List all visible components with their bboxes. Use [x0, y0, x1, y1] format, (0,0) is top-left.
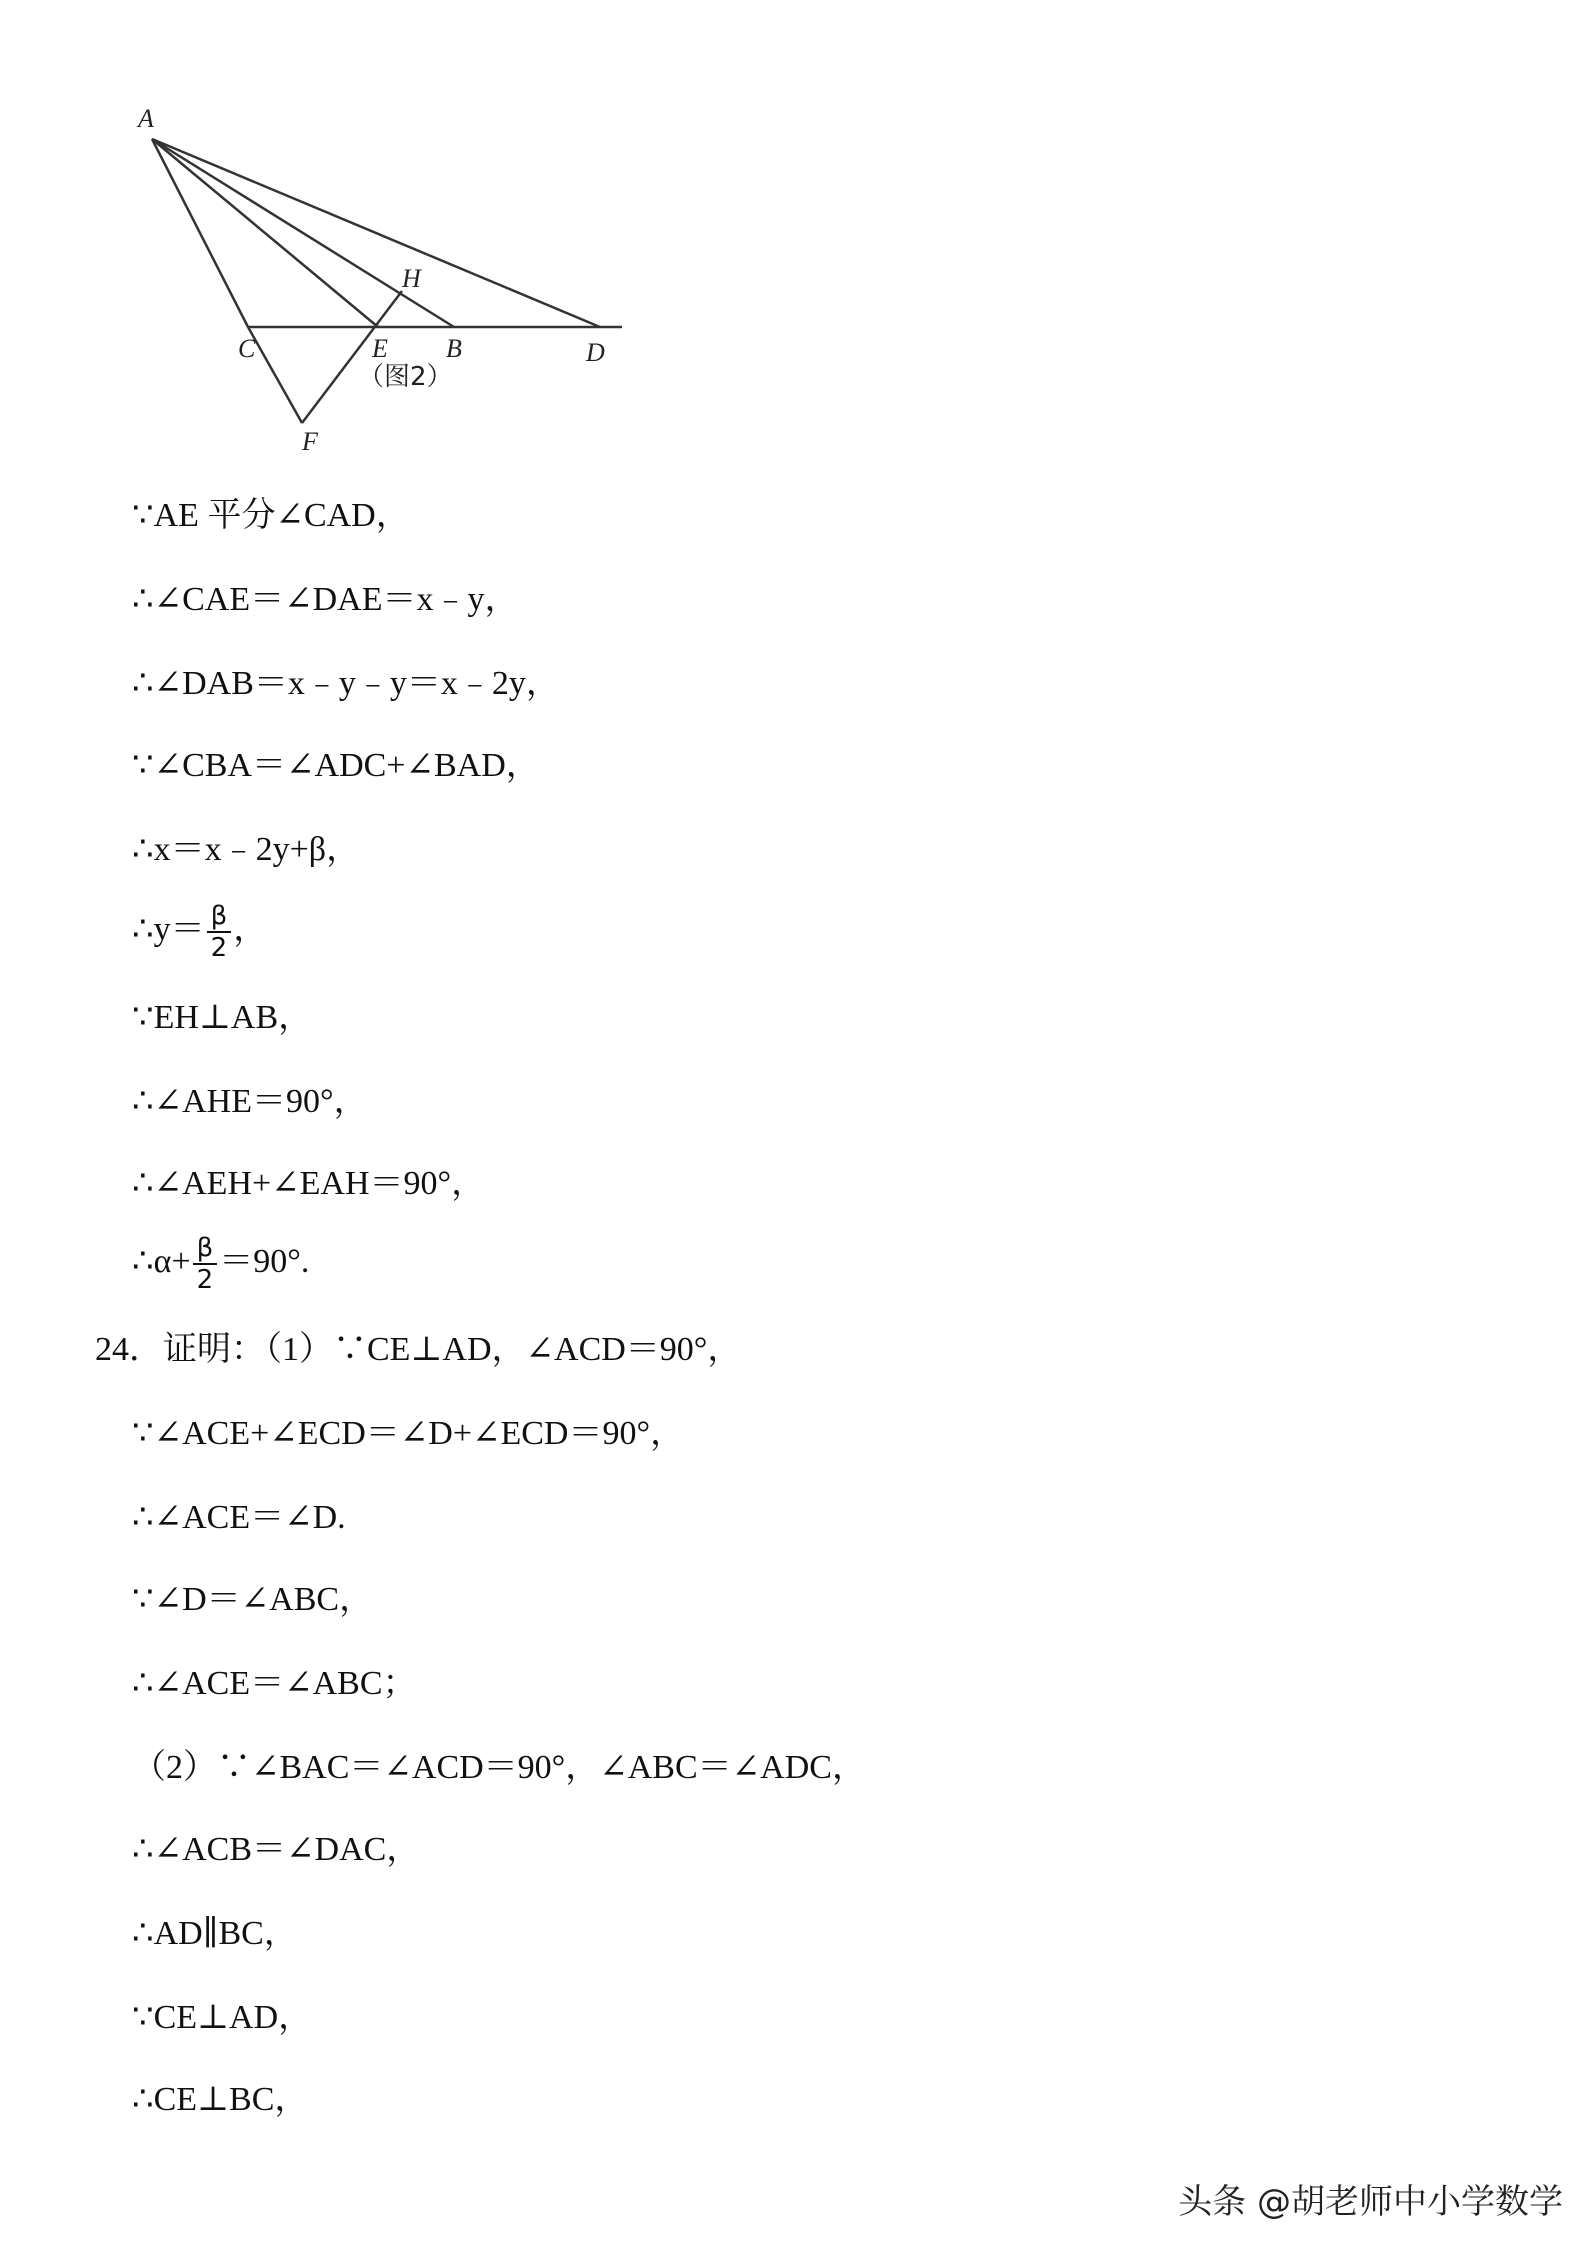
segment-ac [152, 139, 248, 327]
proof-line: ∴CE⊥BC， [132, 2081, 309, 2118]
segment-ae [152, 139, 378, 327]
question-24-header: 24．证明：（1）∵CE⊥AD，∠ACD＝90°， [95, 1331, 742, 1368]
segment-ab [152, 139, 454, 327]
proof-line: ∴AD∥BC， [132, 1915, 298, 1952]
fraction [193, 1233, 218, 1296]
watermark: 头条 @胡老师中小学数学 [1178, 2182, 1563, 2222]
proof-line-fraction [132, 1232, 310, 1296]
proof-line: ∵CE⊥AD， [132, 1999, 313, 2036]
label-c: C [238, 334, 256, 363]
label-d: D [586, 338, 605, 367]
fraction-suffix: ， [233, 911, 268, 948]
segment-cf [248, 327, 302, 423]
fraction-suffix: ＝90°. [219, 1243, 310, 1280]
proof-line: ∵AE 平分∠CAD， [132, 497, 410, 534]
fraction-denominator: 2 [196, 1265, 214, 1296]
geometry-figure [130, 105, 650, 465]
proof-line: ∴∠CAE＝∠DAE＝x﹣y， [132, 581, 519, 618]
fraction-numerator: β [193, 1235, 218, 1265]
proof-line-fraction [132, 900, 268, 964]
proof-line: ∵EH⊥AB， [132, 999, 313, 1036]
proof-line: ∴∠ACB＝∠DAC， [132, 1831, 421, 1868]
proof-line: ∴∠ACE＝∠D. [132, 1499, 346, 1536]
fraction-prefix: ∴α+ [132, 1243, 191, 1280]
label-a: A [138, 105, 154, 133]
label-e: E [372, 334, 388, 363]
proof-line: ∴∠AEH+∠EAH＝90°， [132, 1165, 486, 1202]
fraction-numerator: β [207, 903, 232, 933]
segment-ad [152, 139, 600, 327]
fraction-denominator: 2 [210, 933, 228, 964]
proof-line: （2）∵∠BAC＝∠ACD＝90°，∠ABC＝∠ADC， [132, 1749, 866, 1786]
fraction [207, 901, 232, 964]
triangle-diagram [130, 105, 650, 465]
proof-line: ∵∠D＝∠ABC， [132, 1581, 374, 1618]
figure-caption: （图2） [358, 362, 453, 392]
label-b: B [446, 334, 462, 363]
proof-line: ∴∠ACE＝∠ABC； [132, 1665, 417, 1702]
proof-line: ∵∠CBA＝∠ADC+∠BAD， [132, 747, 540, 784]
proof-line: ∴x＝x﹣2y+β， [132, 831, 361, 868]
fraction-prefix: ∴y＝ [132, 911, 205, 948]
label-h: H [402, 264, 421, 293]
proof-line: ∵∠ACE+∠ECD＝∠D+∠ECD＝90°， [132, 1415, 685, 1452]
label-f: F [302, 427, 318, 456]
proof-line: ∴∠AHE＝90°， [132, 1083, 368, 1120]
proof-line: ∴∠DAB＝x﹣y﹣y＝x﹣2y， [132, 665, 560, 702]
